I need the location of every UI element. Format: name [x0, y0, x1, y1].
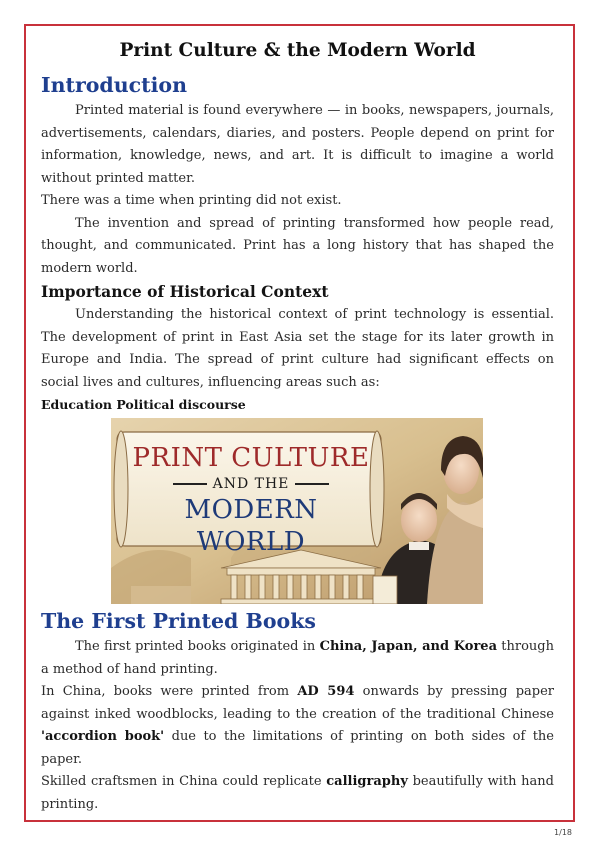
- influence-areas-list: Education Political discourse: [41, 397, 246, 412]
- historical-context-heading: Importance of Historical Context: [41, 282, 329, 301]
- historical-context-paragraph: Understanding the historical context of print technology is essential. The development of print in East Asia set the stage for its later growth in Europe and India. The spread of print culture had significant effects on social lives and cultures, influencing areas such as:: [41, 307, 554, 390]
- fpb-p2-text-a: In China, books were printed from: [41, 684, 298, 699]
- fpb-p1-text-b: through a method of hand printing.: [41, 639, 554, 677]
- page-number: 1/18: [554, 828, 572, 837]
- introduction-heading: Introduction: [41, 73, 187, 97]
- fpb-p1-bold: China, Japan, and Korea: [319, 639, 498, 654]
- fpb-p1-text-a: The first printed books originated in: [75, 639, 320, 654]
- introduction-paragraph-2: There was a time when printing did not exist.: [41, 193, 342, 208]
- print-culture-banner-image: [111, 418, 483, 604]
- page-content: [41, 38, 554, 816]
- page-frame: [24, 24, 575, 822]
- first-printed-books-paragraph-1: [41, 636, 554, 681]
- banner-line-1: PRINT CULTURE: [132, 443, 370, 473]
- introduction-paragraph-1: Printed material is found everywhere — in books, newspapers, journals, advertisements, calendars, diaries, and posters. People depend on print for information, knowledge, news, and art. It is difficult to imagine a world without printed matter.: [41, 103, 554, 186]
- fpb-p2-text-b: onwards by pressing paper against inked woodblocks, leading to the creation of the traditional Chinese: [41, 684, 554, 722]
- banner-line-3: MODERN WORLD: [184, 495, 318, 557]
- banner-line-2-text: AND THE: [212, 476, 290, 492]
- document-title: Print Culture & the Modern World: [119, 40, 476, 61]
- first-printed-books-paragraph-3: [41, 771, 554, 816]
- fpb-p3-text-b: beautifully with hand printing.: [41, 774, 554, 812]
- fpb-p2-text-c: due to the limitations of printing on both sides of the paper.: [41, 729, 554, 767]
- fpb-p2-bold-1: AD 594: [297, 684, 355, 699]
- fpb-p3-text-a: Skilled craftsmen in China could replicate: [41, 774, 327, 789]
- scroll-illustration: [114, 431, 384, 547]
- first-printed-books-heading: The First Printed Books: [41, 609, 316, 633]
- fpb-p3-bold: calligraphy: [326, 774, 408, 789]
- banner-illustration: [111, 418, 483, 604]
- first-printed-books-paragraph-2: [41, 681, 554, 771]
- fpb-p2-bold-2: 'accordion book': [41, 729, 165, 744]
- introduction-paragraph-3: The invention and spread of printing transformed how people read, thought, and communicated. Print has a long history that has shaped the modern world.: [41, 215, 554, 276]
